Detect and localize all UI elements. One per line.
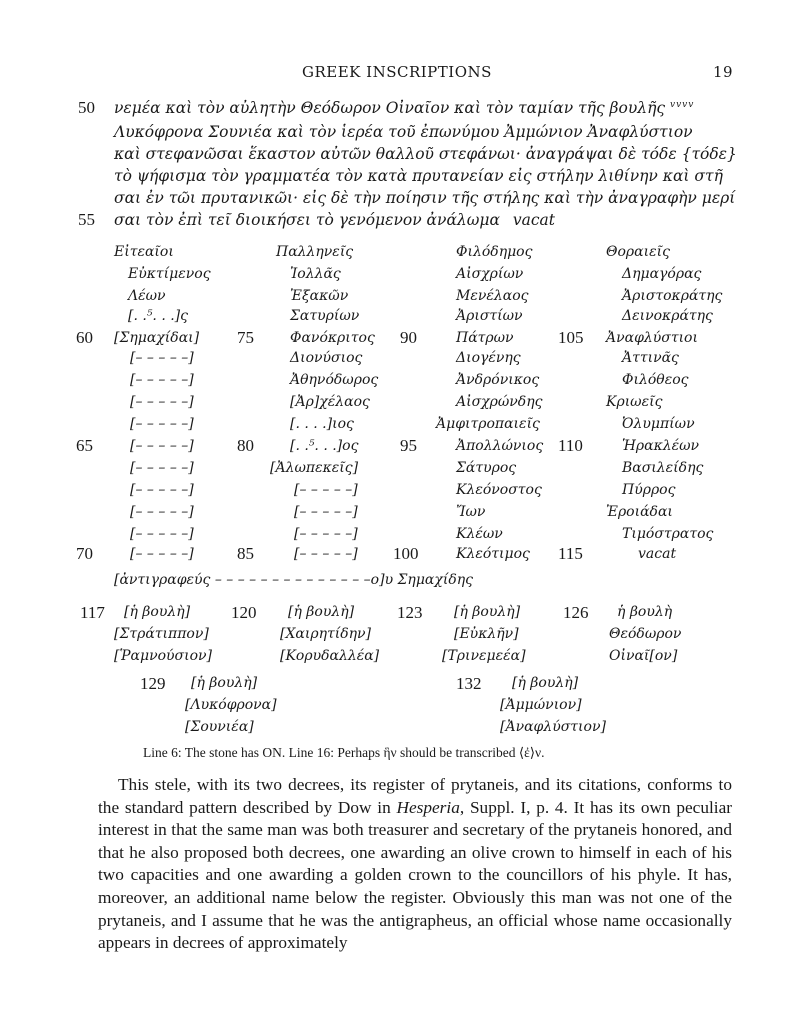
register-col4-name: Κριωεῖς [606,394,663,410]
register-col1-name: [– – – – –] [130,438,194,454]
register-col3-name: Κλεότιμος [456,546,530,562]
register-line-number: 60 [76,328,93,347]
register-col1-name: [– – – – –] [130,504,194,520]
decree-line-55-text: σαι τὸν ἐπὶ τεῖ διοικήσει τὸ γενόμενον ἀνάλωμα [114,211,500,229]
commentary-text-rest: , Suppl. I, p. 4. It has its own peculiar interest in that the same man was both treasurer and secretary of the prytaneis honored, and that he also proposed both decrees, one awarding an olive crown to himself in each of his two capacities and one awarding a golden crown to the councillors of his phyle. It has, moreover, an additional name below the register. Obviously this man was not one of the prytaneis, and I assume that he was the antigrapheus, an official whose name occasionally appears in decrees of approximately [98,797,732,953]
citation-line: [Χαιρητίδην] [280,626,372,642]
register-col3-heading: Φιλόδημος [456,244,533,260]
commentary-body [98,774,732,955]
register-col2-name: Ἀθηνόδωρος [290,372,379,388]
citation-line: [Λυκόφρονα] [185,697,277,713]
register-line-number: 85 [237,544,254,563]
citation-line: [ἡ βουλὴ] [191,675,258,691]
decree-line-50 [114,99,694,117]
citation-line: [Κορυδαλλέα] [280,648,380,664]
page-number: 19 [713,63,734,81]
register-col4-name: Βασιλείδης [622,460,704,476]
citation-number: 132 [456,674,482,693]
register-col4-name: vacat [638,546,677,562]
register-line-number: 70 [76,544,93,563]
register-col3-name: Αἰσχρώνδης [456,394,543,410]
journal-title: Hesperia [396,797,460,817]
register-col2-heading: Παλληνεῖς [276,244,354,260]
register-col3-name: Πάτρων [456,330,514,346]
citation-line: [Εὐκλῆν] [454,626,519,642]
register-col3-name: Αἰσχρίων [456,266,524,282]
register-col1-name: [– – – – –] [130,372,194,388]
register-col2-name: Σατυρίων [290,308,360,324]
register-line-number: 110 [558,436,583,455]
register-col4-name: Ὀλυμπίων [622,416,695,432]
decree-line-51: Λυκόφρονα Σουνιέα καὶ τὸν ἱερέα τοῦ ἐπωνύμου Ἀμμώνιον Ἀναφλύστιον [114,123,693,141]
register-col1-heading: Εἰτεαῖοι [114,244,174,260]
register-col2-name: [– – – – –] [294,526,358,542]
citation-line: [ἡ βουλὴ] [124,604,191,620]
commentary-paragraph [98,774,732,955]
citation-number: 120 [231,603,257,622]
citation-number: 123 [397,603,423,622]
register-col4-name: Ἀναφλύστιοι [606,330,698,346]
register-col1-name: [– – – – –] [130,416,194,432]
register-col2-name: [– – – – –] [294,482,358,498]
register-col4-heading: Θοραιεῖς [606,244,670,260]
register-col4-name: Ἐροιάδαι [606,504,673,520]
decree-line-55 [114,211,555,229]
citation-line: [Τρινεμεέα] [442,648,526,664]
register-col1-name: [– – – – –] [130,482,194,498]
register-col4-name: Ἀττινᾶς [622,350,679,366]
register-col4-name: Ἀριστοκράτης [622,288,723,304]
decree-line-53: τὸ ψήφισμα τὸν γραμματέα τὸν κατὰ πρυτανείαν εἰς στήλην λιθίνην καὶ στῆ [114,167,723,185]
register-col3-name: Ἀριστίων [456,308,523,324]
register-line-number: 80 [237,436,254,455]
register-col1-name: [Σημαχίδαι] [114,330,200,346]
register-col1-name: [. .⁵. . .]ς [128,308,188,324]
register-col2-name: Ἰολλᾶς [290,266,341,282]
decree-line-50-text: νεμέα καὶ τὸν αὐλητὴν Θεόδωρον Οἰναῖον καὶ τὸν ταμίαν τῆς βουλῆς [114,99,666,117]
register-col2-name: [– – – – –] [294,504,358,520]
register-col4-name: Φιλόθεος [622,372,689,388]
register-line-number: 65 [76,436,93,455]
citation-number: 117 [80,603,105,622]
decree-line-54: σαι ἐν τῶι πρυτανικῶι· εἰς δὲ τὴν ποίησιν τῆς στήλης καὶ τὴν ἀναγραφὴν μερί [114,189,736,207]
register-line-number: 75 [237,328,254,347]
register-col2-name: Φανόκριτος [290,330,375,346]
antigrapheus-line: [ἀντιγραφεύς – – – – – – – – – – – – – –ο]υ Σημαχίδης [114,572,474,588]
citation-line: [ἡ βουλὴ] [454,604,521,620]
register-col1-name: [– – – – –] [130,546,194,562]
register-col1-name: [– – – – –] [130,394,194,410]
apparatus-note: Line 6: The stone has ON. Line 16: Perhaps ἣν should be transcribed ⟨ἐ⟩ν. [143,745,545,760]
register-col2-name: [– – – – –] [294,546,358,562]
line-number-55: 55 [78,210,95,229]
register-line-number: 90 [400,328,417,347]
register-col3-name: Ἀπολλώνιος [456,438,544,454]
register-col3-name: Ἀμφιτροπαιεῖς [436,416,540,432]
register-col1-name: [– – – – –] [130,526,194,542]
decree-line-52: καὶ στεφανῶσαι ἕκαστον αὐτῶν θαλλοῦ στεφάνωι· ἀναγράψαι δὲ τόδε {τόδε} [114,145,737,163]
citation-line: [Στράτιππον] [114,626,209,642]
commentary-text-start: This stele, with its two decrees, its register of prytaneis, and its citations, conforms to the standard pattern described by Dow in [98,775,732,817]
register-col4-name: Πύρρος [622,482,676,498]
register-col3-name: Μενέλαος [456,288,529,304]
decree-line-55-vacat: vacat [512,211,556,229]
register-col2-name: Ἐξακῶν [290,288,349,304]
register-col3-name: Κλέων [456,526,503,542]
register-col1-name: Εὐκτίμενος [128,266,211,282]
citation-line: [Ἀμμώνιον] [500,697,582,713]
register-line-number: 115 [558,544,583,563]
register-col3-name: Ἴων [456,504,486,520]
register-col2-name: [Ἀλωπεκεῖς] [270,460,359,476]
citation-line: [Ῥαμνούσιον] [114,648,212,664]
register-col2-name: [. .⁵. . .]ος [290,438,359,454]
citation-line: ἡ βουλὴ [617,604,673,620]
register-col1-name: [– – – – –] [130,460,194,476]
citation-number: 126 [563,603,589,622]
citation-line: [Σουνιέα] [185,719,254,735]
citation-line: Θεόδωρον [609,626,682,642]
citation-line: [Ἀναφλύστιον] [500,719,606,735]
register-col4-name: Δημαγόρας [622,266,702,282]
register-line-number: 100 [393,544,419,563]
register-col4-name: Τιμόστρατος [622,526,714,542]
register-col2-name: Διονύσιος [290,350,363,366]
running-header-title: GREEK INSCRIPTIONS [302,63,492,81]
citation-line: [ἡ βουλὴ] [288,604,355,620]
register-col2-name: [Ἀρ]χέλαος [290,394,370,410]
citation-number: 129 [140,674,166,693]
decree-line-50-vacat: vvvv [670,99,695,110]
register-line-number: 95 [400,436,417,455]
register-col2-name: [. . . .]ιος [290,416,354,432]
register-col1-name: Λέων [128,288,166,304]
register-col4-name: Ἡρακλέων [622,438,700,454]
line-number-50: 50 [78,98,95,117]
citation-line: Οἰναῖ[ον] [609,648,678,664]
citation-line: [ἡ βουλὴ] [512,675,579,691]
register-col3-name: Σάτυρος [456,460,517,476]
register-col3-name: Ἀνδρόνικος [456,372,540,388]
register-col3-name: Διογένης [456,350,521,366]
register-line-number: 105 [558,328,584,347]
register-col3-name: Κλεόνοστος [456,482,542,498]
register-col1-name: [– – – – –] [130,350,194,366]
register-col4-name: Δεινοκράτης [622,308,713,324]
